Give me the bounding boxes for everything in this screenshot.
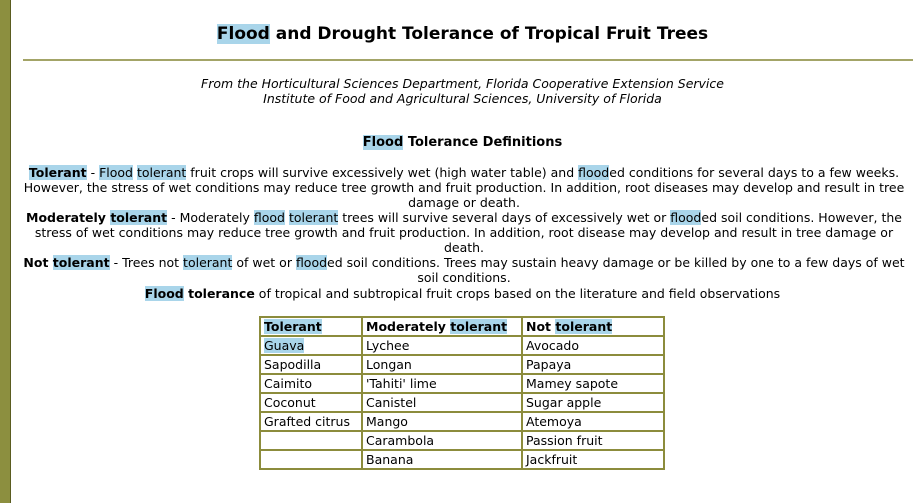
definition-tolerant xyxy=(23,165,905,210)
term-highlight: tolerant xyxy=(110,210,168,225)
title-divider xyxy=(23,59,913,61)
tolerance-table xyxy=(259,316,665,470)
page-content xyxy=(10,0,913,503)
table-cell: Jackfruit xyxy=(522,450,664,469)
definition-text: trees will survive several days of excessively wet or xyxy=(338,210,671,225)
table-cell: Carambola xyxy=(362,431,522,450)
highlight-word: flood xyxy=(253,210,285,225)
header-highlight: tolerant xyxy=(555,319,613,334)
term-part: Moderately xyxy=(26,210,111,225)
highlight-word: flood xyxy=(295,255,328,270)
table-cell: Grafted citrus xyxy=(260,412,362,431)
table-row xyxy=(260,450,664,469)
table-row xyxy=(260,431,664,450)
table-cell: Caimito xyxy=(260,374,362,393)
highlight-word: flood xyxy=(670,210,702,225)
definitions-heading xyxy=(11,135,913,150)
definition-moderately-tolerant xyxy=(23,210,905,255)
highlight-word: tolerant xyxy=(183,255,233,270)
term-not-tolerant xyxy=(23,255,109,270)
caption-highlight: Flood xyxy=(144,286,184,301)
table-row xyxy=(260,336,664,355)
title-text: and Drought Tolerance of Tropical Fruit Trees xyxy=(269,24,709,44)
table-cell xyxy=(260,450,362,469)
table-cell: Avocado xyxy=(522,336,664,355)
table-cell: Lychee xyxy=(362,336,522,355)
definition-text: ed soil conditions. However, the stress of wet conditions may reduce tree growth and fruit production. In addition, root disease may develop and result in tree damage or death. xyxy=(34,210,902,255)
definition-text: - Moderately xyxy=(167,210,254,225)
table-row xyxy=(260,374,664,393)
definitions-heading-highlight: Flood xyxy=(362,135,404,150)
definition-text: of wet or xyxy=(232,255,296,270)
term-moderately-tolerant xyxy=(26,210,167,225)
highlight-word: Flood xyxy=(99,165,133,180)
table-cell: Mango xyxy=(362,412,522,431)
header-moderately-tolerant xyxy=(362,317,522,336)
table-row xyxy=(260,393,664,412)
definition-text: - xyxy=(86,165,100,180)
header-not-tolerant xyxy=(522,317,664,336)
definition-not-tolerant xyxy=(23,255,905,285)
table-cell xyxy=(260,431,362,450)
table-header-row xyxy=(260,317,664,336)
table-cell: 'Tahiti' lime xyxy=(362,374,522,393)
source-line-2: Institute of Food and Agricultural Sciences, University of Florida xyxy=(263,91,662,106)
table-cell: Longan xyxy=(362,355,522,374)
table-cell: Papaya xyxy=(522,355,664,374)
term-highlight: tolerant xyxy=(52,255,110,270)
definition-text: - Trees not xyxy=(109,255,184,270)
definitions-heading-text: Tolerance Definitions xyxy=(403,135,563,150)
table-row xyxy=(260,412,664,431)
highlight-word: flood xyxy=(578,165,610,180)
definitions-block xyxy=(23,165,905,285)
table-cell: Sapodilla xyxy=(260,355,362,374)
header-text: Not xyxy=(526,319,556,334)
highlight-word: tolerant xyxy=(136,165,187,180)
title-highlight: Flood xyxy=(216,24,270,44)
cell-highlight: Guava xyxy=(264,338,305,353)
page-title xyxy=(11,24,913,44)
header-highlight: tolerant xyxy=(450,319,508,334)
table-cell: Sugar apple xyxy=(522,393,664,412)
source-attribution xyxy=(11,76,913,106)
caption-text: of tropical and subtropical fruit crops based on the literature and field observations xyxy=(254,286,781,301)
table-cell: Banana xyxy=(362,450,522,469)
definition-text: ed conditions for several days to a few weeks. However, the stress of wet conditions may reduce tree growth and fruit production. In addition, root diseases may develop and result in tree damage or death. xyxy=(23,165,905,210)
left-border-bar xyxy=(0,0,10,503)
header-text: Moderately xyxy=(366,319,451,334)
table-cell: Coconut xyxy=(260,393,362,412)
definition-text: fruit crops will survive excessively wet (high water table) and xyxy=(186,165,579,180)
highlight-word: tolerant xyxy=(288,210,339,225)
source-line-1: From the Horticultural Sciences Department, Florida Cooperative Extension Service xyxy=(201,76,724,91)
header-highlight: Tolerant xyxy=(264,319,322,334)
table-cell: Passion fruit xyxy=(522,431,664,450)
table-cell xyxy=(260,336,362,355)
table-caption xyxy=(11,286,913,301)
table-cell: Canistel xyxy=(362,393,522,412)
table-cell: Mamey sapote xyxy=(522,374,664,393)
table-cell: Atemoya xyxy=(522,412,664,431)
table-row xyxy=(260,355,664,374)
definition-text: ed soil conditions. Trees may sustain heavy damage or be killed by one to a few days of wet soil conditions. xyxy=(327,255,905,285)
term-part: Not xyxy=(23,255,53,270)
header-tolerant xyxy=(260,317,362,336)
term-tolerant: Tolerant xyxy=(28,165,87,180)
caption-bold: tolerance xyxy=(183,286,255,301)
